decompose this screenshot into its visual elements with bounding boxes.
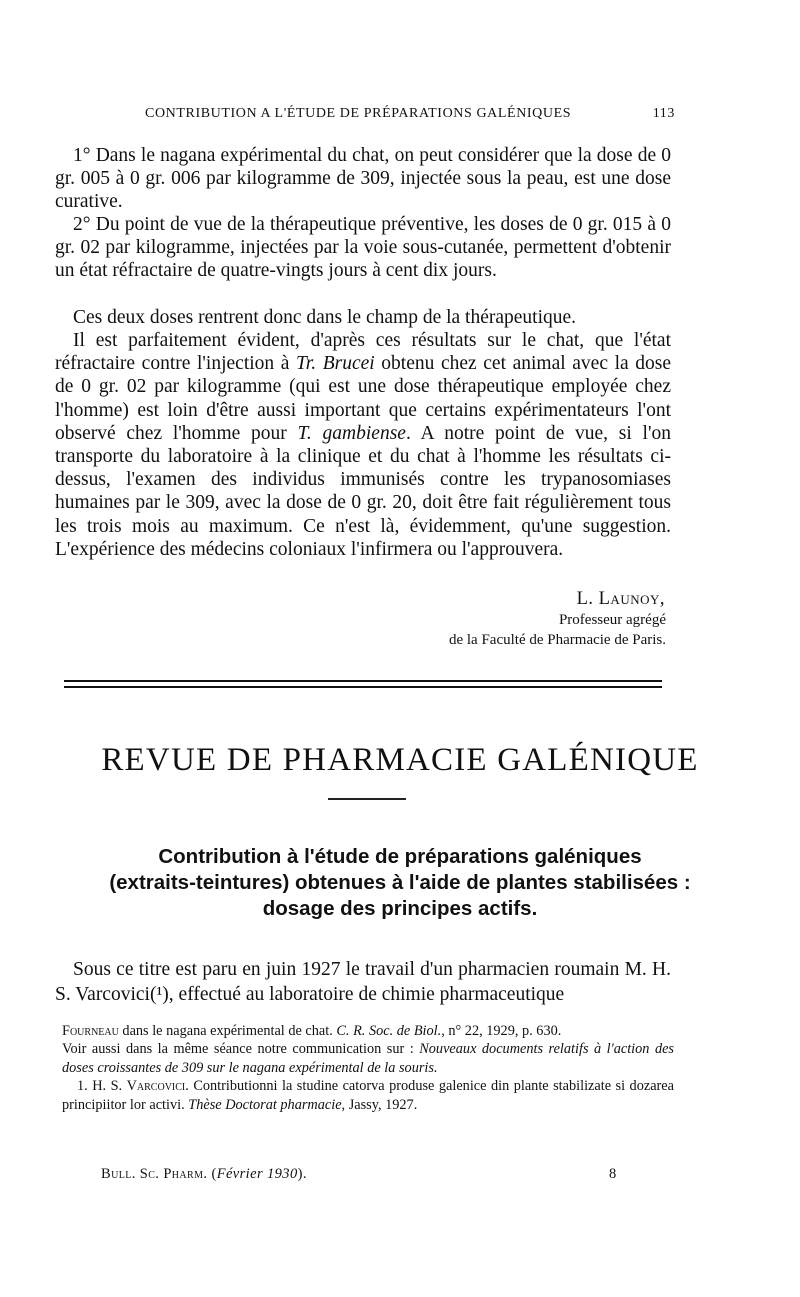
paragraph-segment: obtenu chez cet animal avec la dose de 0 gr. 02 par kilogramme (qui est une dose thérapeutique employée chez l'homme) est loin d'être aussi important que certains expérimentateurs l'ont observé chez l'homme pour xyxy=(55,353,671,444)
footnote xyxy=(62,1077,674,1114)
paragraph-text: Sous ce titre est paru en juin 1927 le travail d'un pharmacien roumain M. H. S. Varcovici(¹), effectué au laboratoire de chimie pharmaceutique xyxy=(55,959,671,1005)
page-number: 113 xyxy=(652,106,675,121)
paragraph-summary xyxy=(55,306,671,329)
communication-title: Nouveaux documents relatifs à l'action des doses croissantes de 309 sur le nagana expérimental de la souris. xyxy=(62,1041,674,1076)
footnote-author: Fourneau xyxy=(62,1023,119,1039)
paragraph-text: 2° Du point de vue de la thérapeutique préventive, les doses de 0 gr. 015 à 0 gr. 02 par kilogramme, injectées par la voie sous-cutanée, permettent d'obtenir un état réfractaire de quatre-vingts jours à cent dix jours. xyxy=(55,214,671,282)
paragraph-text: 1° Dans le nagana expérimental du chat, on peut considérer que la dose de 0 gr. 005 à 0 gr. 006 par kilogramme de 309, injectée sous la peau, est une dose curative. xyxy=(55,145,671,213)
paragraph-text xyxy=(55,329,671,561)
section-divider-bottom xyxy=(64,686,662,688)
paragraph-conclusion-2 xyxy=(55,213,671,283)
journal-name: C. R. Soc. de Biol. xyxy=(336,1023,442,1039)
article-title xyxy=(60,844,740,922)
running-head-title: CONTRIBUTION A L'ÉTUDE DE PRÉPARATIONS GALÉNIQUES xyxy=(145,106,572,121)
section-divider-top xyxy=(64,680,662,682)
title-underline xyxy=(328,798,406,800)
footnotes xyxy=(62,1022,674,1114)
article-title-line: Contribution à l'étude de préparations galéniques xyxy=(158,845,642,868)
author-signature: L. Launoy, xyxy=(576,589,665,609)
paragraph-discussion xyxy=(55,329,671,561)
footnote-segment: . Contributionni la studine catorva produse galenice din plante stabilizate si dozarea principiitor lor activi. xyxy=(62,1078,675,1113)
footnote-segment: , Jassy, 1927. xyxy=(341,1096,418,1113)
section-title: REVUE DE PHARMACIE GALÉNIQUE xyxy=(101,742,699,778)
footnote-segment: , n° 22, 1929, p. 630. xyxy=(441,1023,562,1039)
article-title-line: (extraits-teintures) obtenues à l'aide de plantes stabilisées : xyxy=(109,871,691,894)
species-name: Tr. Brucei xyxy=(296,353,375,375)
article-title-line: dosage des principes actifs. xyxy=(262,897,538,920)
sheet-number: 8 xyxy=(609,1166,617,1182)
bulletin-close: ). xyxy=(297,1166,307,1182)
footnote-segment: dans le nagana expérimental de chat. xyxy=(118,1023,337,1039)
footnote xyxy=(62,1040,674,1077)
paragraph-text: Ces deux doses rentrent donc dans le champ de la thérapeutique. xyxy=(73,307,577,328)
article-intro xyxy=(55,957,671,1007)
bulletin-citation xyxy=(101,1166,307,1183)
thesis-title: Thèse Doctorat pharmacie xyxy=(188,1096,342,1113)
bulletin-issue: Février 1930 xyxy=(216,1166,298,1182)
footnote-author: Varcovici xyxy=(126,1078,186,1095)
species-name: T. gambiense xyxy=(297,422,406,444)
footnote xyxy=(62,1022,674,1040)
footnote-segment: 1. H. S. xyxy=(77,1078,127,1095)
paragraph-segment: . A notre point de vue, si l'on transporte du laboratoire à la clinique et du chat à l'homme les résultats ci-dessus, l'examen des individus immunisés contre les trypanosomiases humaines par le 309, avec la dose de 0 gr. 20, doit être fait régulièrement tous les trois mois au maximum. Ce n'est là, évidemment, qu'une suggestion. L'expérience des médecins coloniaux l'infirmera ou l'approuvera. xyxy=(55,422,671,560)
author-affiliation: de la Faculté de Pharmacie de Paris. xyxy=(448,632,666,648)
running-head xyxy=(145,106,675,128)
bulletin-name: Bull. Sc. Pharm. ( xyxy=(101,1166,217,1182)
footnote-segment: Voir aussi dans la même séance notre communication sur : xyxy=(62,1041,420,1058)
author-title: Professeur agrégé xyxy=(558,612,666,628)
paragraph-conclusion-1 xyxy=(55,144,671,214)
paragraph-segment: Il est parfaitement évident, d'après ces résultats sur le chat, que l'état réfractaire contre l'injection à xyxy=(55,330,671,375)
